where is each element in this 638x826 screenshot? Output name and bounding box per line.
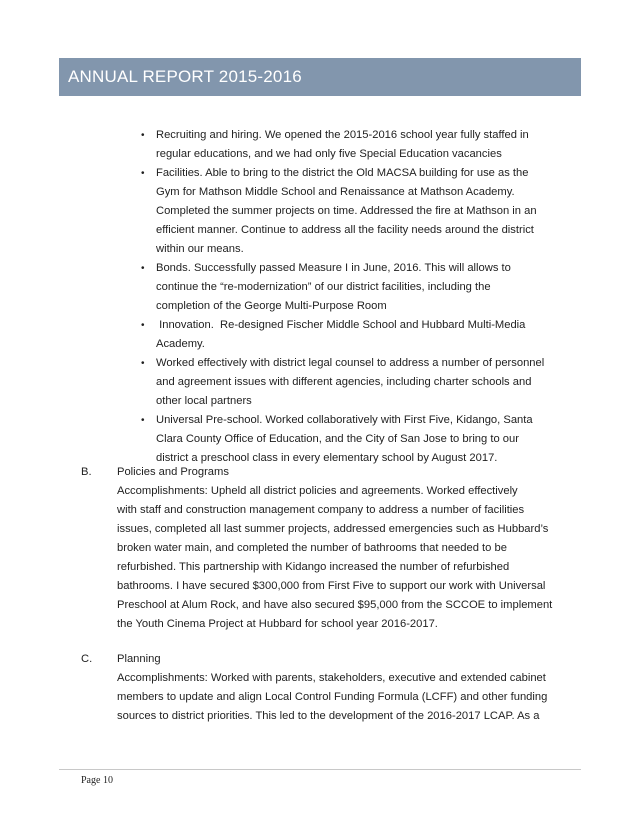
- page-number: Page 10: [81, 775, 113, 786]
- bullet-icon: •: [141, 320, 145, 331]
- section-letter: B.: [81, 466, 92, 478]
- bullet-icon: •: [141, 263, 145, 274]
- bullet-item-recruiting: [138, 126, 578, 164]
- bullet-line: within our means.: [156, 243, 244, 255]
- bullet-line: Bonds. Successfully passed Measure I in June, 2016. This will allows to: [156, 262, 511, 274]
- section-title: Planning: [117, 653, 161, 665]
- bullet-line: district a preschool class in every elementary school by August 2017.: [156, 452, 498, 464]
- section-line: Accomplishments: Upheld all district policies and agreements. Worked effectively: [117, 485, 518, 497]
- bullet-item-bonds: [138, 259, 578, 316]
- bullet-line: Universal Pre-school. Worked collaboratively with First Five, Kidango, Santa: [156, 414, 533, 426]
- bullet-line: continue the “re-modernization” of our district facilities, including the: [156, 281, 491, 293]
- section-body: [117, 482, 581, 634]
- bullet-line: Academy.: [156, 338, 205, 350]
- bullet-line: completion of the George Multi-Purpose Room: [156, 300, 387, 312]
- section-line: broken water main, and completed the number of bathrooms that needed to be: [117, 542, 507, 554]
- bullet-line: Completed the summer projects on time. Addressed the fire at Mathson in an: [156, 205, 537, 217]
- section-line: Preschool at Alum Rock, and have also secured $95,000 from the SCCOE to implement: [117, 599, 553, 611]
- section-line: members to update and align Local Control Funding Formula (LCFF) and other funding: [117, 691, 548, 703]
- section-line: with staff and construction management company to address a number of facilities: [117, 504, 525, 516]
- bullet-line: Worked effectively with district legal counsel to address a number of personnel: [156, 357, 545, 369]
- bullet-icon: •: [141, 130, 145, 141]
- bullet-item-facilities: [138, 164, 578, 259]
- bullet-line: regular educations, and we had only five Special Education vacancies: [156, 148, 502, 160]
- bullet-icon: •: [141, 358, 145, 369]
- bullet-line: Facilities. Able to bring to the district the Old MACSA building for use as the: [156, 167, 529, 179]
- bullet-line: Innovation. Re-designed Fischer Middle School and Hubbard Multi-Media: [156, 319, 526, 331]
- bullet-line: Recruiting and hiring. We opened the 2015-2016 school year fully staffed in: [156, 129, 529, 141]
- bullet-line: other local partners: [156, 395, 252, 407]
- section-body: [117, 669, 581, 726]
- bullet-line: Clara County Office of Education, and the City of San Jose to bring to our: [156, 433, 519, 445]
- section-line: Accomplishments: Worked with parents, stakeholders, executive and extended cabinet: [117, 672, 546, 684]
- report-header-banner: [59, 58, 581, 96]
- footer-divider: [59, 769, 581, 770]
- bullet-icon: •: [141, 168, 145, 179]
- section-line: refurbished. This partnership with Kidango increased the number of refurbished: [117, 561, 510, 573]
- bullet-line: Gym for Mathson Middle School and Renaissance at Mathson Academy.: [156, 186, 515, 198]
- bullet-icon: •: [141, 415, 145, 426]
- bullet-item-legal-counsel: [138, 354, 578, 411]
- section-title: Policies and Programs: [117, 466, 229, 478]
- bullet-item-universal-preschool: [138, 411, 578, 468]
- bullet-item-innovation: [138, 316, 578, 354]
- section-letter: C.: [81, 653, 93, 665]
- section-line: issues, completed all last summer projects, addressed emergencies such as Hubbard’s: [117, 523, 549, 535]
- report-title: ANNUAL REPORT 2015-2016: [68, 67, 302, 86]
- accomplishments-bullet-list: [138, 126, 578, 468]
- section-line: the Youth Cinema Project at Hubbard for school year 2016-2017.: [117, 618, 438, 630]
- section-line: sources to district priorities. This led to the development of the 2016-2017 LCAP. As a: [117, 710, 540, 722]
- section-line: bathrooms. I have secured $300,000 from First Five to support our work with Universal: [117, 580, 546, 592]
- bullet-line: efficient manner. Continue to address all the facility needs around the district: [156, 224, 534, 236]
- bullet-line: and agreement issues with different agencies, including charter schools and: [156, 376, 532, 388]
